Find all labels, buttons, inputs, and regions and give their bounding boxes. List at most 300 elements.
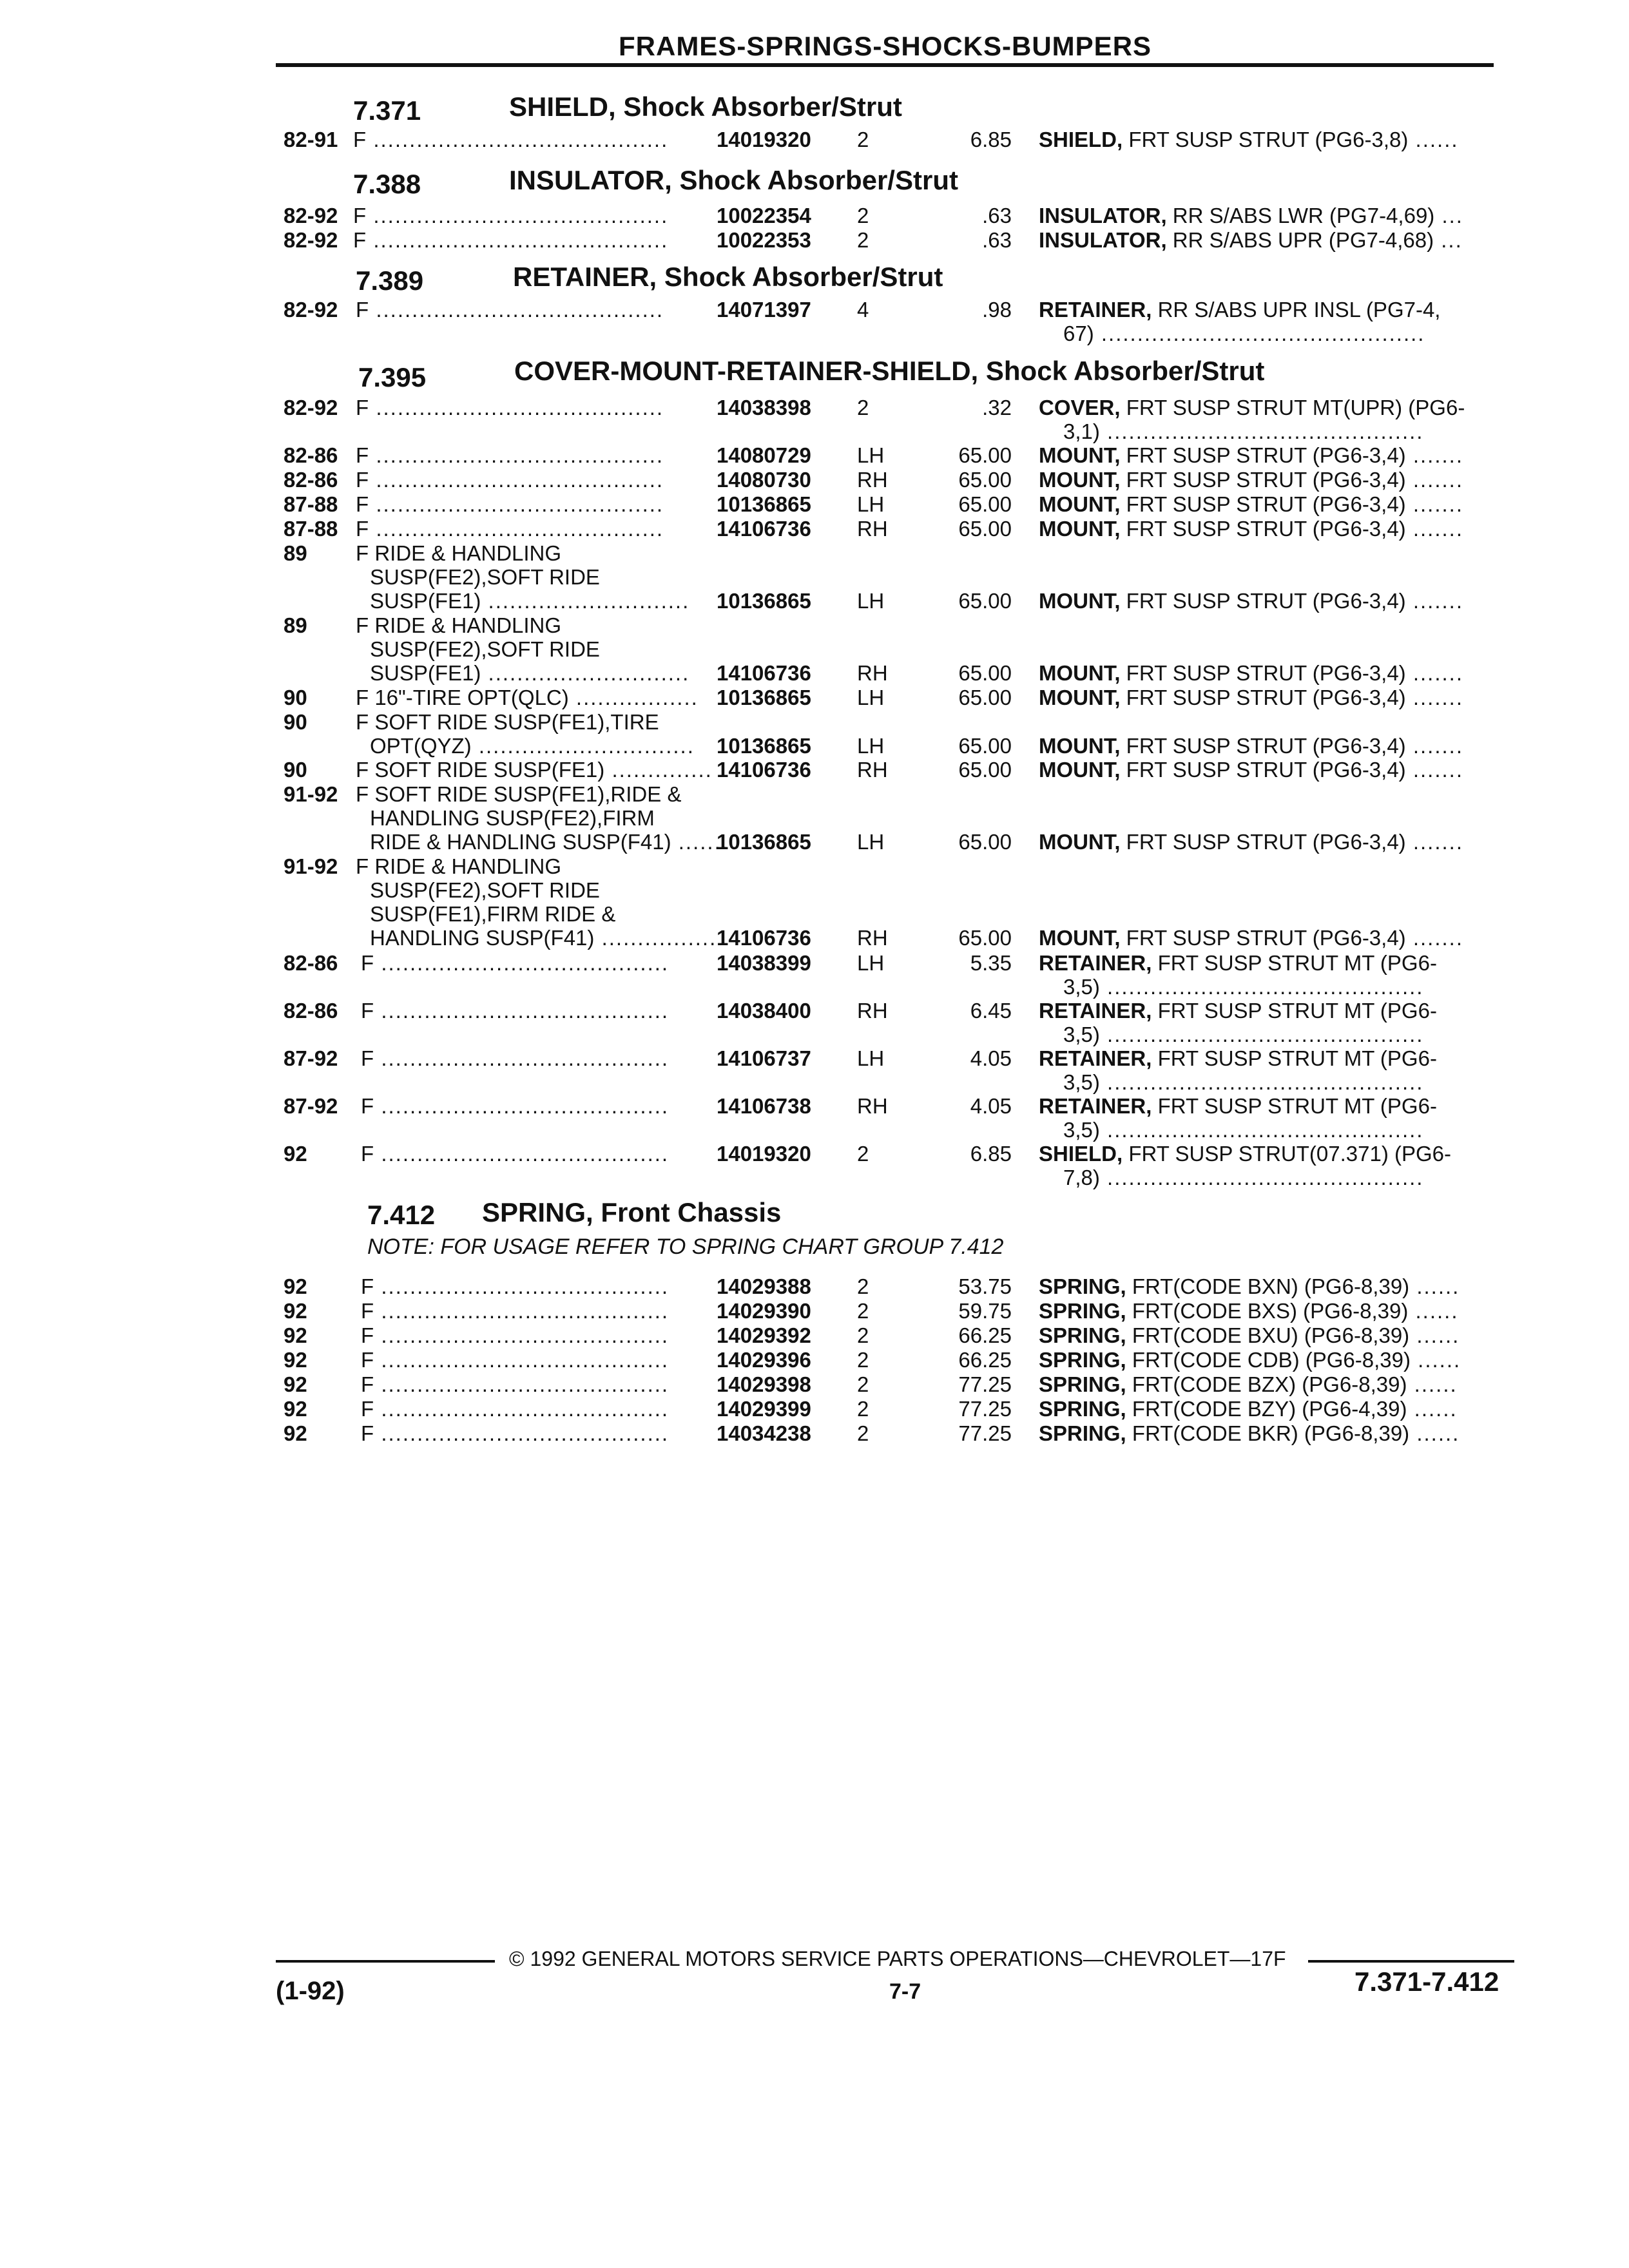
part-description	[1039, 1094, 1437, 1142]
description-text: RR S/ABS UPR (PG7-4,68)	[1172, 228, 1434, 252]
usage-text: HANDLING SUSP(FE2),FIRM	[370, 806, 655, 830]
description-line	[1039, 1421, 1460, 1445]
description-line	[1039, 1046, 1437, 1070]
quantity: 2	[857, 1323, 869, 1347]
usage-text: F	[361, 1142, 374, 1166]
dot-leader: ........................................	[369, 298, 664, 322]
section-number: 7.412	[367, 1200, 436, 1230]
description-text: FRT SUSP STRUT (PG6-3,4)	[1126, 686, 1406, 709]
price: 5.35	[970, 951, 1012, 975]
description-line	[1039, 1094, 1437, 1118]
usage-description	[356, 517, 664, 541]
quantity: RH	[857, 517, 888, 541]
dot-leader: .......	[671, 830, 729, 854]
description-text: FRT SUSP STRUT (PG6-3,4)	[1126, 758, 1406, 782]
usage-line	[353, 204, 668, 227]
quantity: LH	[857, 1046, 885, 1070]
usage-line	[356, 613, 689, 637]
dot-leader: ......	[1411, 1348, 1461, 1372]
usage-line	[356, 710, 695, 734]
usage-text: F	[356, 298, 369, 322]
dot-leader: ......	[1407, 1372, 1458, 1396]
part-number: 14038399	[717, 951, 811, 975]
model-year: 82-86	[284, 999, 338, 1023]
model-year: 90	[284, 686, 307, 709]
usage-line	[361, 999, 669, 1023]
quantity: 2	[857, 1397, 869, 1421]
usage-description	[361, 1323, 669, 1347]
usage-description	[361, 1421, 669, 1445]
usage-text: F	[361, 951, 374, 975]
dot-leader: ..............	[604, 758, 713, 782]
dot-leader: .......	[1405, 589, 1464, 613]
footer-copyright: © 1992 GENERAL MOTORS SERVICE PARTS OPERATIONS—CHEVROLET—17F	[509, 1947, 1286, 1970]
page-title: FRAMES-SPRINGS-SHOCKS-BUMPERS	[619, 31, 1152, 61]
usage-line	[356, 396, 664, 419]
description-text: RR S/ABS LWR (PG7-4,69)	[1172, 204, 1435, 227]
usage-description	[356, 541, 689, 613]
dot-leader: ........................................	[369, 492, 664, 516]
part-name: MOUNT,	[1039, 758, 1121, 782]
footer-range: 7.371-7.412	[1354, 1966, 1499, 1997]
dot-leader: ........................................	[374, 1142, 670, 1166]
usage-text: F	[361, 1348, 374, 1372]
usage-description	[356, 396, 664, 419]
description-line	[1039, 1118, 1437, 1142]
usage-description	[353, 228, 668, 252]
model-year: 87-92	[284, 1046, 338, 1070]
dot-leader: ........................................	[374, 1323, 670, 1347]
usage-line	[356, 758, 713, 782]
description-text: FRT SUSP STRUT MT (PG6-	[1157, 1094, 1437, 1118]
description-line	[1039, 951, 1437, 975]
usage-text: SUSP(FE1),FIRM RIDE &	[370, 902, 616, 926]
usage-description	[356, 492, 664, 516]
dot-leader: ........................................	[374, 1348, 670, 1372]
usage-text: F	[361, 1421, 374, 1445]
price: 65.00	[958, 830, 1012, 854]
model-year: 90	[284, 758, 307, 782]
dot-leader: .......	[1405, 517, 1464, 541]
footer-rule	[1308, 1960, 1514, 1963]
dot-leader: .......	[1405, 758, 1464, 782]
part-number: 14034238	[717, 1421, 811, 1445]
part-name: INSULATOR,	[1039, 228, 1167, 252]
price: 77.25	[958, 1372, 1012, 1396]
usage-text: F	[361, 1046, 374, 1070]
quantity: RH	[857, 758, 888, 782]
usage-text: F	[361, 1372, 374, 1396]
model-year: 82-86	[284, 443, 338, 467]
part-number: 14071397	[717, 298, 811, 322]
quantity: LH	[857, 443, 885, 467]
dot-leader: ......	[1409, 1323, 1460, 1347]
part-description	[1039, 951, 1437, 999]
usage-line	[361, 1348, 669, 1372]
part-number: 14029392	[717, 1323, 811, 1347]
dot-leader: .......	[1405, 686, 1464, 709]
quantity: RH	[857, 468, 888, 492]
description-line	[1039, 999, 1437, 1023]
dot-leader: .........................................	[366, 228, 669, 252]
usage-description	[361, 1274, 669, 1298]
section-title: SHIELD, Shock Absorber/Strut	[509, 91, 902, 122]
footer-rule	[276, 1960, 495, 1963]
price: 65.00	[958, 517, 1012, 541]
description-line	[1039, 1166, 1451, 1189]
dot-leader: ................	[594, 926, 717, 950]
part-name: SPRING,	[1039, 1421, 1126, 1445]
price: 6.45	[970, 999, 1012, 1023]
description-text: FRT(CODE CDB) (PG6-8,39)	[1132, 1348, 1411, 1372]
part-description	[1039, 1421, 1460, 1445]
description-text: 3,5)	[1063, 975, 1100, 999]
usage-text: F	[361, 1299, 374, 1323]
model-year: 82-92	[284, 298, 338, 322]
quantity: 2	[857, 128, 869, 151]
usage-line	[356, 298, 664, 322]
dot-leader: .........................................	[366, 128, 669, 151]
part-description	[1039, 734, 1463, 758]
price: 65.00	[958, 589, 1012, 613]
part-name: SPRING,	[1039, 1323, 1126, 1347]
description-line	[1039, 589, 1463, 613]
description-line	[1039, 517, 1463, 541]
usage-description	[361, 999, 669, 1023]
description-line	[1039, 758, 1463, 782]
dot-leader: ........................................	[369, 443, 664, 467]
part-name: MOUNT,	[1039, 686, 1121, 709]
part-name: SPRING,	[1039, 1274, 1126, 1298]
usage-line	[353, 228, 668, 252]
usage-line	[361, 1299, 669, 1323]
quantity: 4	[857, 298, 869, 322]
footer-date: (1-92)	[276, 1977, 345, 2005]
usage-line	[361, 1274, 669, 1298]
description-text: FRT SUSP STRUT (PG6-3,4)	[1126, 661, 1406, 685]
dot-leader: .......	[1405, 468, 1464, 492]
usage-description	[356, 758, 713, 782]
dot-leader: .......	[1405, 661, 1464, 685]
dot-leader: ........................................	[374, 1299, 670, 1323]
description-text: FRT(CODE BXS) (PG6-8,39)	[1132, 1299, 1409, 1323]
usage-text: F	[361, 1274, 374, 1298]
description-text: FRT SUSP STRUT (PG6-3,4)	[1126, 830, 1406, 854]
part-description	[1039, 999, 1437, 1046]
dot-leader: ............................	[481, 589, 690, 613]
price: 65.00	[958, 926, 1012, 950]
dot-leader: .......	[1405, 830, 1464, 854]
part-description	[1039, 1372, 1458, 1396]
dot-leader: .......	[1405, 926, 1464, 950]
part-description	[1039, 1046, 1437, 1094]
usage-line	[356, 492, 664, 516]
usage-description	[361, 1299, 669, 1323]
model-year: 90	[284, 710, 307, 734]
description-line	[1039, 1274, 1460, 1298]
price: 65.00	[958, 686, 1012, 709]
quantity: 2	[857, 1274, 869, 1298]
part-name: MOUNT,	[1039, 734, 1121, 758]
usage-text: HANDLING SUSP(F41)	[370, 926, 595, 950]
description-line	[1039, 492, 1463, 516]
dot-leader: ..............................	[471, 734, 695, 758]
part-number: 10136865	[717, 589, 811, 613]
description-text: FRT SUSP STRUT MT (PG6-	[1157, 1046, 1437, 1070]
part-name: SPRING,	[1039, 1348, 1126, 1372]
usage-description	[356, 468, 664, 492]
usage-text: F	[356, 396, 369, 419]
quantity: 2	[857, 1421, 869, 1445]
description-line	[1039, 1070, 1437, 1094]
description-text: 3,1)	[1063, 419, 1100, 443]
part-description	[1039, 468, 1463, 492]
usage-text: F	[353, 128, 367, 151]
dot-leader: .......	[1405, 443, 1464, 467]
quantity: 2	[857, 1372, 869, 1396]
model-year: 91-92	[284, 854, 338, 878]
usage-line	[356, 854, 717, 878]
description-line	[1039, 830, 1463, 854]
usage-text: F	[353, 228, 367, 252]
usage-text: OPT(QYZ)	[370, 734, 472, 758]
part-number: 14029396	[717, 1348, 811, 1372]
part-description	[1039, 1397, 1458, 1421]
part-description	[1039, 128, 1459, 151]
dot-leader: ............................................	[1099, 1118, 1424, 1142]
price: 66.25	[958, 1348, 1012, 1372]
usage-description	[353, 128, 668, 151]
model-year: 82-86	[284, 951, 338, 975]
description-text: FRT SUSP STRUT (PG6-3,4)	[1126, 926, 1406, 950]
part-description	[1039, 1299, 1459, 1323]
quantity: 2	[857, 1299, 869, 1323]
part-description	[1039, 686, 1463, 709]
usage-description	[361, 1046, 669, 1070]
usage-text: SUSP(FE1)	[370, 661, 481, 685]
part-name: COVER,	[1039, 396, 1121, 419]
dot-leader: ........................................	[374, 1397, 670, 1421]
dot-leader: ........................................	[374, 1094, 670, 1118]
part-name: RETAINER,	[1039, 1094, 1152, 1118]
usage-text: RIDE & HANDLING SUSP(F41)	[370, 830, 671, 854]
usage-text: F RIDE & HANDLING	[356, 541, 562, 565]
dot-leader: ........................................	[369, 517, 664, 541]
part-number: 14029390	[717, 1299, 811, 1323]
part-number: 10136865	[717, 734, 811, 758]
description-text: FRT(CODE BZX) (PG6-8,39)	[1132, 1372, 1407, 1396]
price: .63	[982, 204, 1012, 227]
usage-line	[356, 468, 664, 492]
usage-text: F	[356, 492, 369, 516]
description-text: FRT(CODE BXN) (PG6-8,39)	[1132, 1274, 1410, 1298]
usage-text: F 16"-TIRE OPT(QLC)	[356, 686, 569, 709]
quantity: LH	[857, 492, 885, 516]
dot-leader: ......	[1407, 1397, 1458, 1421]
part-number: 14080729	[717, 443, 811, 467]
usage-text: SUSP(FE2),SOFT RIDE	[370, 637, 600, 661]
dot-leader: .......	[1405, 492, 1464, 516]
part-number: 14080730	[717, 468, 811, 492]
quantity: LH	[857, 951, 885, 975]
part-name: RETAINER,	[1039, 298, 1152, 322]
dot-leader: ........................................	[374, 999, 670, 1023]
dot-leader: ............................................	[1099, 1166, 1424, 1189]
dot-leader: ...	[1434, 228, 1463, 252]
dot-leader: ......	[1409, 1274, 1460, 1298]
usage-line	[361, 951, 669, 975]
part-name: RETAINER,	[1039, 951, 1152, 975]
part-name: SHIELD,	[1039, 1142, 1123, 1166]
dot-leader: ........................................	[374, 1274, 670, 1298]
model-year: 89	[284, 613, 307, 637]
usage-description	[356, 686, 699, 709]
dot-leader: .................	[568, 686, 699, 709]
usage-text: F SOFT RIDE SUSP(FE1),TIRE	[356, 710, 659, 734]
dot-leader: ........................................	[369, 468, 664, 492]
usage-line	[356, 661, 689, 685]
usage-line	[353, 128, 668, 151]
description-line	[1039, 204, 1463, 227]
usage-text: F	[356, 468, 369, 492]
usage-line	[356, 517, 664, 541]
quantity: LH	[857, 589, 885, 613]
usage-text: SUSP(FE2),SOFT RIDE	[370, 878, 600, 902]
dot-leader: ............................	[481, 661, 690, 685]
part-description	[1039, 1142, 1451, 1189]
usage-text: F	[361, 999, 374, 1023]
usage-line	[356, 565, 689, 589]
section-number: 7.395	[358, 362, 427, 392]
description-text: FRT(CODE BXU) (PG6-8,39)	[1132, 1323, 1410, 1347]
part-name: SPRING,	[1039, 1372, 1126, 1396]
part-name: MOUNT,	[1039, 926, 1121, 950]
part-number: 14106736	[717, 517, 811, 541]
description-line	[1039, 926, 1463, 950]
usage-description	[356, 298, 664, 322]
description-text: FRT SUSP STRUT (PG6-3,4)	[1126, 734, 1406, 758]
price: 65.00	[958, 492, 1012, 516]
usage-line	[361, 1372, 669, 1396]
part-number: 10022354	[717, 204, 811, 227]
dot-leader: ............................................	[1099, 419, 1424, 443]
usage-text: F	[353, 204, 367, 227]
description-text: FRT SUSP STRUT (PG6-3,4)	[1126, 443, 1406, 467]
part-name: SPRING,	[1039, 1299, 1126, 1323]
part-number: 14106737	[717, 1046, 811, 1070]
dot-leader: .........................................	[366, 204, 669, 227]
price: .98	[982, 298, 1012, 322]
part-name: RETAINER,	[1039, 1046, 1152, 1070]
price: 6.85	[970, 1142, 1012, 1166]
part-number: 14106736	[717, 661, 811, 685]
usage-line	[356, 686, 699, 709]
usage-description	[356, 854, 717, 950]
price: 65.00	[958, 758, 1012, 782]
part-number: 14038400	[717, 999, 811, 1023]
dot-leader: ............................................	[1099, 1070, 1424, 1094]
part-description	[1039, 1348, 1461, 1372]
description-text: 3,5)	[1063, 1070, 1100, 1094]
model-year: 92	[284, 1142, 307, 1166]
description-text: FRT SUSP STRUT MT (PG6-	[1157, 999, 1437, 1023]
description-line	[1039, 1323, 1460, 1347]
price: 66.25	[958, 1323, 1012, 1347]
description-text: FRT SUSP STRUT (PG6-3,4)	[1126, 517, 1406, 541]
model-year: 82-92	[284, 228, 338, 252]
part-description	[1039, 758, 1463, 782]
part-name: SPRING,	[1039, 1397, 1126, 1421]
section-title: RETAINER, Shock Absorber/Strut	[513, 262, 943, 292]
description-text: FRT SUSP STRUT(07.371) (PG6-	[1128, 1142, 1451, 1166]
usage-description	[361, 1397, 669, 1421]
model-year: 92	[284, 1397, 307, 1421]
description-text: FRT(CODE BKR) (PG6-8,39)	[1132, 1421, 1410, 1445]
price: 4.05	[970, 1094, 1012, 1118]
usage-line	[361, 1094, 669, 1118]
price: 65.00	[958, 661, 1012, 685]
description-text: 7,8)	[1063, 1166, 1100, 1189]
model-year: 92	[284, 1372, 307, 1396]
part-description	[1039, 228, 1463, 252]
quantity: 2	[857, 204, 869, 227]
section-title: INSULATOR, Shock Absorber/Strut	[509, 165, 958, 195]
model-year: 87-88	[284, 492, 338, 516]
description-line	[1039, 1299, 1459, 1323]
dot-leader: ......	[1408, 1299, 1459, 1323]
quantity: RH	[857, 1094, 888, 1118]
usage-text: F	[356, 517, 369, 541]
description-text: 3,5)	[1063, 1023, 1100, 1046]
part-description	[1039, 492, 1463, 516]
part-name: MOUNT,	[1039, 492, 1121, 516]
usage-description	[361, 1372, 669, 1396]
section-number: 7.371	[353, 95, 421, 126]
usage-line	[361, 1421, 669, 1445]
usage-text: F SOFT RIDE SUSP(FE1)	[356, 758, 605, 782]
description-text: FRT SUSP STRUT MT (PG6-	[1157, 951, 1437, 975]
usage-description	[361, 1094, 669, 1118]
usage-text: F	[361, 1397, 374, 1421]
model-year: 87-92	[284, 1094, 338, 1118]
quantity: 2	[857, 396, 869, 419]
quantity: RH	[857, 661, 888, 685]
dot-leader: ......	[1409, 1421, 1460, 1445]
dot-leader: ........................................	[374, 1372, 670, 1396]
section-title: COVER-MOUNT-RETAINER-SHIELD, Shock Absorber/Strut	[514, 356, 1265, 386]
dot-leader: ........................................	[374, 951, 670, 975]
description-line	[1039, 686, 1463, 709]
quantity: RH	[857, 926, 888, 950]
part-description	[1039, 517, 1463, 541]
part-number: 14106736	[717, 758, 811, 782]
part-description	[1039, 1323, 1460, 1347]
description-text: FRT SUSP STRUT (PG6-3,4)	[1126, 468, 1406, 492]
price: 65.00	[958, 734, 1012, 758]
description-line	[1039, 1372, 1458, 1396]
part-number: 14029388	[717, 1274, 811, 1298]
part-number: 14019320	[717, 1142, 811, 1166]
part-name: RETAINER,	[1039, 999, 1152, 1023]
description-line	[1039, 396, 1465, 419]
usage-text: F	[356, 443, 369, 467]
model-year: 92	[284, 1299, 307, 1323]
part-name: MOUNT,	[1039, 443, 1121, 467]
usage-description	[356, 443, 664, 467]
part-description	[1039, 298, 1440, 345]
part-name: MOUNT,	[1039, 830, 1121, 854]
part-number: 10136865	[717, 492, 811, 516]
